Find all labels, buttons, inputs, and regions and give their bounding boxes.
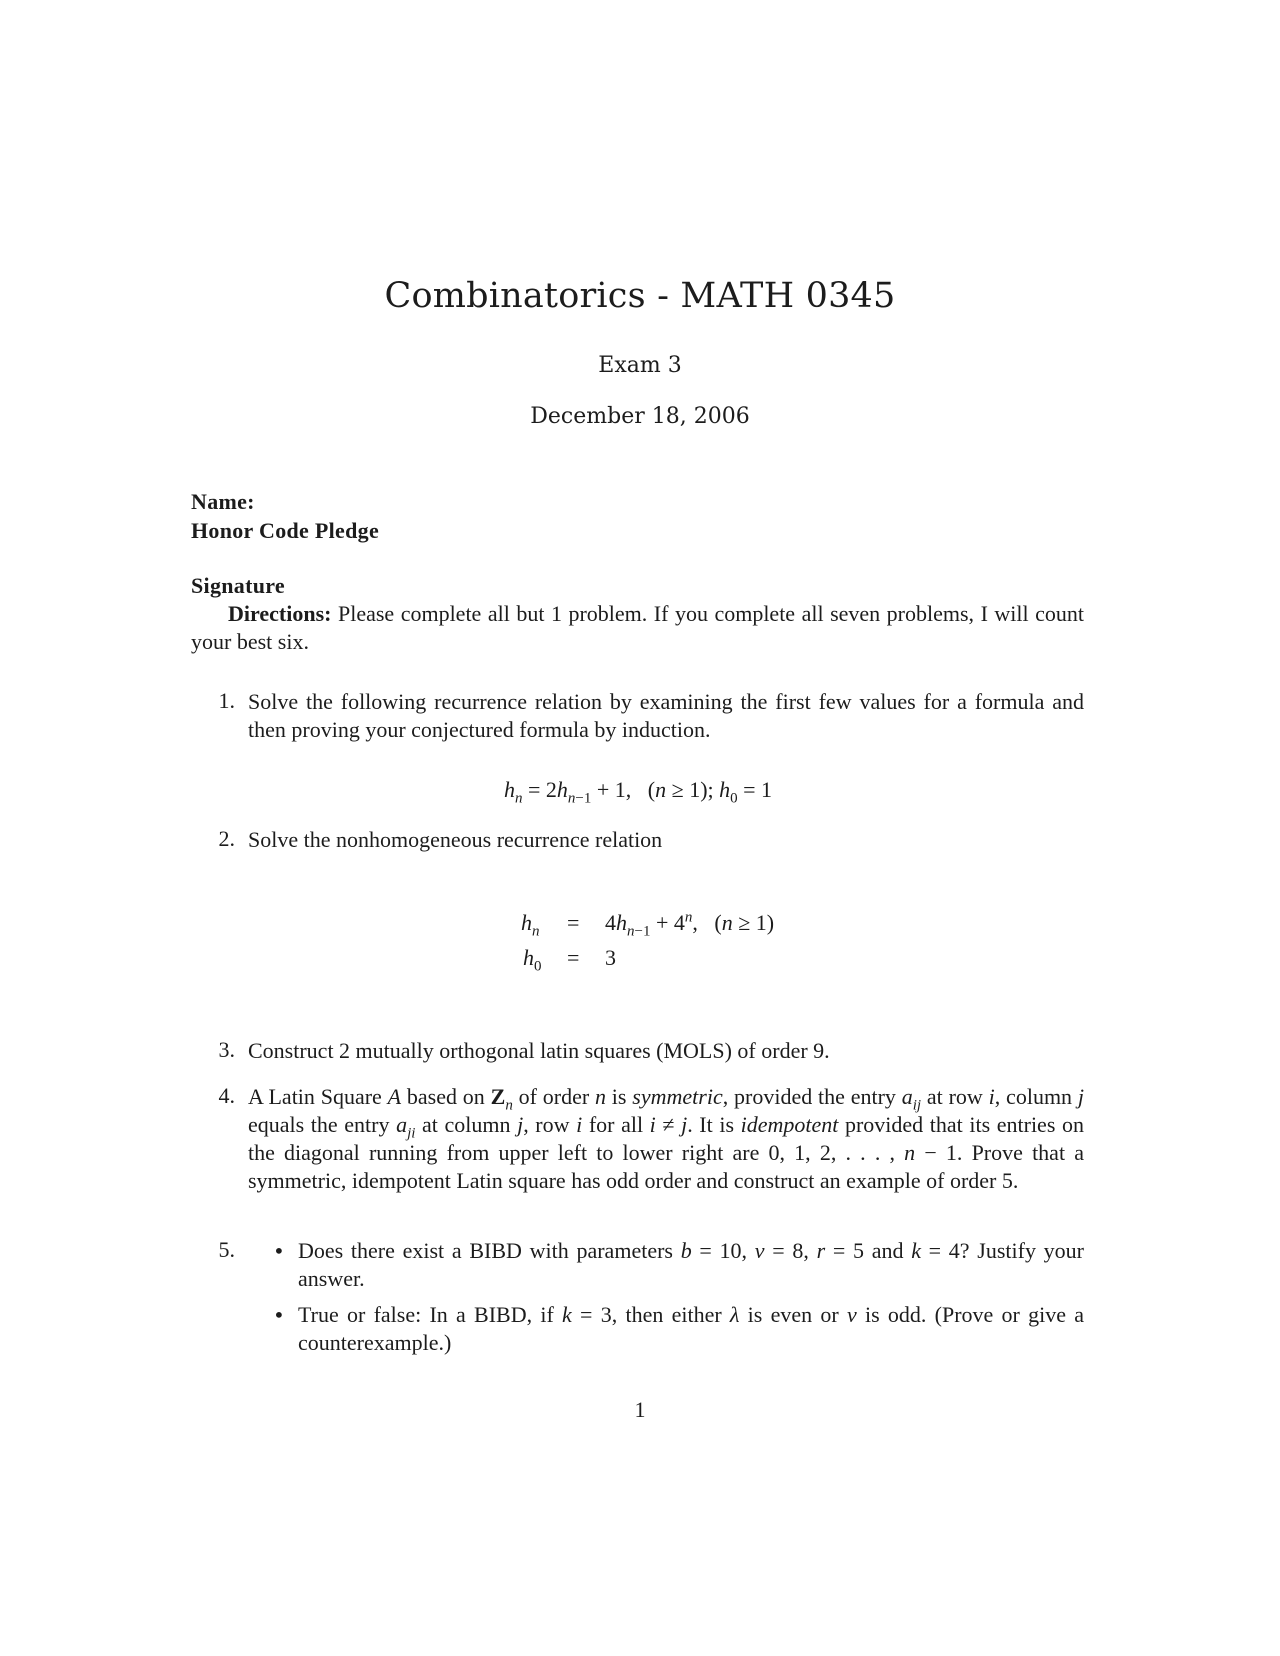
- problem-2-number: 2.: [218, 826, 235, 851]
- exam-title: Combinatorics - MATH 0345: [384, 276, 896, 316]
- problem-4-text: A Latin Square A based on $Z_n$ of order n is symmetric, provided the entry $a_{ij}$ at row i, column j equals the entry $a_{ji}$ at column j, row i for all i ≠ j. It is idempotent provided that its entries on the diagonal running from upper left to lower right are 0, 1, 2, . . . , n − 1. Prove that a symmetric, idempotent Latin square has odd order and construct an example of order 5.: [248, 1084, 1084, 1193]
- bullet-icon: •: [273, 1239, 285, 1263]
- problem-4-number: 4.: [218, 1083, 235, 1108]
- exam-date: December 18, 2006: [530, 404, 750, 429]
- problem-2-eq1-equals: =: [567, 910, 580, 935]
- directions-text: Please complete all but 1 problem. If you complete all seven problems, I will count your best six.: [191, 601, 1085, 654]
- directions-label: Directions:: [228, 601, 332, 626]
- bullet-icon: •: [273, 1303, 285, 1327]
- problem-2-eq2-lhs: $h_0$: [523, 945, 542, 975]
- problem-2-eq2-equals: =: [567, 945, 580, 970]
- problem-5-bullet-1: Does there exist a BIBD with parameters b = 10, v = 8, r = 5 and k = 4? Justify your answer.: [298, 1238, 1084, 1291]
- name-label: Name:: [191, 489, 255, 514]
- problem-2-eq1-lhs: $h_n$: [521, 910, 540, 940]
- problem-5-bullet-2: True or false: In a BIBD, if k = 3, then either λ is even or v is odd. (Prove or give a counterexample.): [298, 1302, 1084, 1355]
- problem-3-number: 3.: [218, 1037, 235, 1062]
- page-number: 1: [634, 1397, 646, 1422]
- problem-1-text: Solve the following recurrence relation by examining the first few values for a formula and then proving your conjectured formula by induction.: [248, 689, 1084, 742]
- problem-1-number: 1.: [218, 688, 235, 713]
- honor-code-pledge-label: Honor Code Pledge: [191, 518, 380, 543]
- problem-1-equation: $h_n = 2h_{n-1} + 1$, (n ≥ 1); $h_0 = 1$: [504, 777, 773, 807]
- problem-5-number: 5.: [218, 1237, 235, 1262]
- problem-2-eq1-rhs: $4h_{n-1} + 4^n$, (n ≥ 1): [605, 909, 775, 940]
- directions: [191, 600, 1084, 656]
- exam-subtitle: Exam 3: [598, 353, 682, 378]
- problem-3-text: Construct 2 mutually orthogonal latin squares (MOLS) of order 9.: [248, 1038, 830, 1063]
- problem-2-text: Solve the nonhomogeneous recurrence relation: [248, 827, 663, 852]
- problem-2-eq2-rhs: 3: [605, 945, 616, 970]
- signature-label: Signature: [191, 573, 285, 598]
